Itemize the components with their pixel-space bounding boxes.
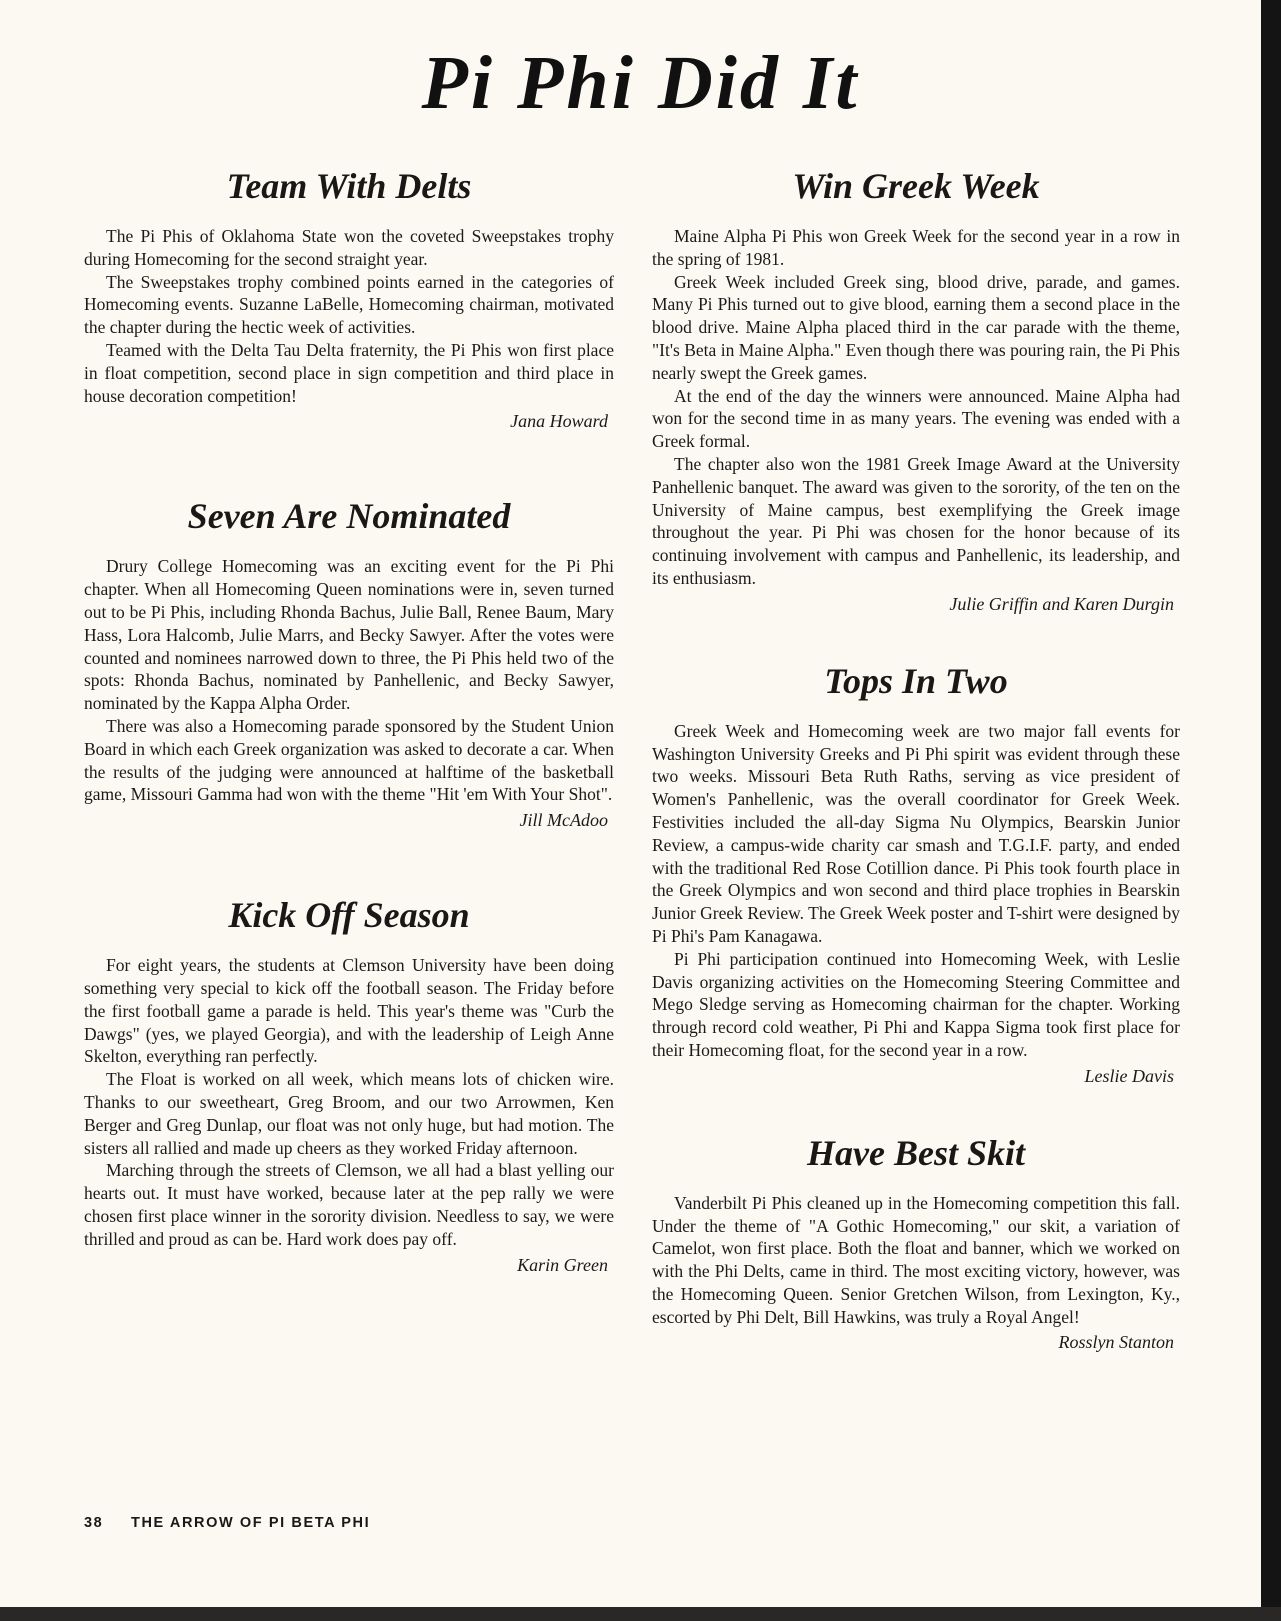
page-title: Pi Phi Did It — [421, 41, 860, 125]
article-paragraph: Marching through the streets of Clemson, we all had a blast yelling our hearts out. It must have worked, because later at the pep rally we were chosen first place winner in the sorority division. Needless to say, we were thrilled and proud as can be. Hard work does pay off. — [84, 1160, 614, 1249]
article-byline: Karin Green — [517, 1254, 608, 1275]
article-byline: Jana Howard — [510, 411, 608, 432]
scan-edge-bar — [1261, 0, 1281, 1621]
article-paragraph: Pi Phi participation continued into Homecoming Week, with Leslie Davis organizing activities on the Homecoming Steering Committee and Mego Sledge serving as Homecoming chairman for the chapter. Working through record cold weather, Pi Phi and Kappa Sigma took first place for their Homecoming float, for the second year in a row. — [652, 948, 1180, 1060]
article-byline: Leslie Davis — [1084, 1065, 1174, 1086]
article-tops-in-two — [652, 660, 1180, 1088]
publication-name: THE ARROW OF PI BETA PHI — [130, 1515, 371, 1531]
article-paragraph: The Pi Phis of Oklahoma State won the coveted Sweepstakes trophy during Homecoming for the second straight year. — [84, 226, 614, 269]
article-paragraph: The Sweepstakes trophy combined points earned in the categories of Homecoming events. Suzanne LaBelle, Homecoming chairman, motivated the chapter during the hectic week of activities. — [84, 271, 614, 338]
article-byline: Julie Griffin and Karen Durgin — [949, 593, 1174, 614]
article-byline: Jill McAdoo — [519, 810, 608, 831]
article-paragraph: Greek Week and Homecoming week are two major fall events for Washington University Greeks and Pi Phi spirit was evident through these two weeks. Missouri Beta Ruth Raths, serving as vice president of Women's Panhellenic, was the overall coordinator for Greek Week. Festivities included the all-day Sigma Nu Olympics, Bearskin Junior Review, a campus-wide charity car smash and T.G.I.F. party, and ended with the traditional Red Rose Cotillion dance. Pi Phis took fourth place in the Greek Olympics and won second and third place trophies in Bearskin Junior Greek Review. The Greek Week poster and T-shirt were designed by Pi Phi's Pam Kanagawa. — [652, 720, 1180, 946]
article-win-greek-week — [652, 165, 1180, 616]
article-have-best-skit — [652, 1132, 1180, 1355]
article-byline: Rosslyn Stanton — [1058, 1332, 1174, 1353]
article-paragraph: Teamed with the Delta Tau Delta fraternity, the Pi Phis won first place in float competition, second place in sign competition and third place in house decoration competition! — [84, 339, 614, 406]
article-paragraph: The chapter also won the 1981 Greek Image Award at the University Panhellenic banquet. The award was given to the sorority, of the ten on the University of Maine campus, best exemplifying the Greek image throughout the year. Pi Phi was chosen for the honor because of its continuing involvement with campus and Panhellenic, its leadership, and its enthusiasm. — [652, 453, 1180, 588]
article-seven-are-nominated — [84, 495, 614, 832]
article-headline: Win Greek Week — [792, 166, 1040, 206]
page-number: 38 — [84, 1515, 104, 1531]
article-paragraph: For eight years, the students at Clemson University have been doing something very special to kick off the football season. The Friday before the first football game a parade is held. This year's theme was "Curb the Dawgs" (yes, we played Georgia), and with the leadership of Leigh Anne Skelton, everything ran perfectly. — [84, 955, 614, 1067]
article-paragraph: Greek Week included Greek sing, blood drive, parade, and games. Many Pi Phis turned out to give blood, earning them a second place in the blood drive. Maine Alpha placed third in the car parade with the theme, "It's Beta in Maine Alpha." Even though there was pouring rain, the Pi Phis nearly swept the Greek games. — [652, 271, 1180, 383]
article-paragraph: There was also a Homecoming parade sponsored by the Student Union Board in which each Greek organization was asked to decorate a car. When the results of the judging were announced at halftime of the basketball game, Missouri Gamma had won with the theme "Hit 'em With Your Shot". — [84, 715, 614, 805]
article-headline: Have Best Skit — [807, 1132, 1025, 1173]
scan-edge-bottom — [0, 1607, 1281, 1621]
article-paragraph: The Float is worked on all week, which means lots of chicken wire. Thanks to our sweetheart, Greg Broom, and our two Arrowmen, Ken Berger and Greg Dunlap, our float was not only huge, but had motion. The sisters all rallied and made up cheers as they worked Friday afternoon. — [84, 1069, 614, 1158]
article-paragraph: Vanderbilt Pi Phis cleaned up in the Homecoming competition this fall. Under the theme of "A Gothic Homecoming," our skit, a variation of Camelot, won first place. Both the float and banner, which we worked on with the Phi Delts, came in third. The most exciting victory, however, was the Homecoming Queen. Senior Gretchen Wilson, from Lexington, Ky., escorted by Phi Delt, Bill Hawkins, was truly a Royal Angel! — [652, 1192, 1180, 1327]
article-headline: Team With Delts — [226, 166, 472, 206]
article-paragraph: Drury College Homecoming was an exciting event for the Pi Phi chapter. When all Homecoming Queen nominations were in, seven turned out to be Pi Phis, including Rhonda Bachus, Julie Ball, Renee Baum, Mary Hass, Lora Halcomb, Julie Marrs, and Becky Sawyer. After the votes were counted and nominees narrowed down to three, the Pi Phis held two of the spots: Rhonda Bachus, nominated by Panhellenic, and Becky Sawyer, nominated by the Kappa Alpha Order. — [84, 556, 614, 714]
article-headline: Tops In Two — [824, 660, 1008, 701]
article-kick-off-season — [84, 894, 614, 1276]
article-headline: Seven Are Nominated — [187, 496, 511, 537]
right-column — [652, 165, 1180, 1354]
article-paragraph: At the end of the day the winners were announced. Maine Alpha had won for the second time in as many years. The evening was ended with a Greek formal. — [652, 385, 1180, 452]
left-column — [84, 165, 614, 1277]
page-footer — [84, 1515, 370, 1531]
article-paragraph: Maine Alpha Pi Phis won Greek Week for the second year in a row in the spring of 1981. — [652, 226, 1180, 269]
article-headline: Kick Off Season — [228, 895, 470, 936]
article-team-with-delts — [84, 165, 614, 433]
